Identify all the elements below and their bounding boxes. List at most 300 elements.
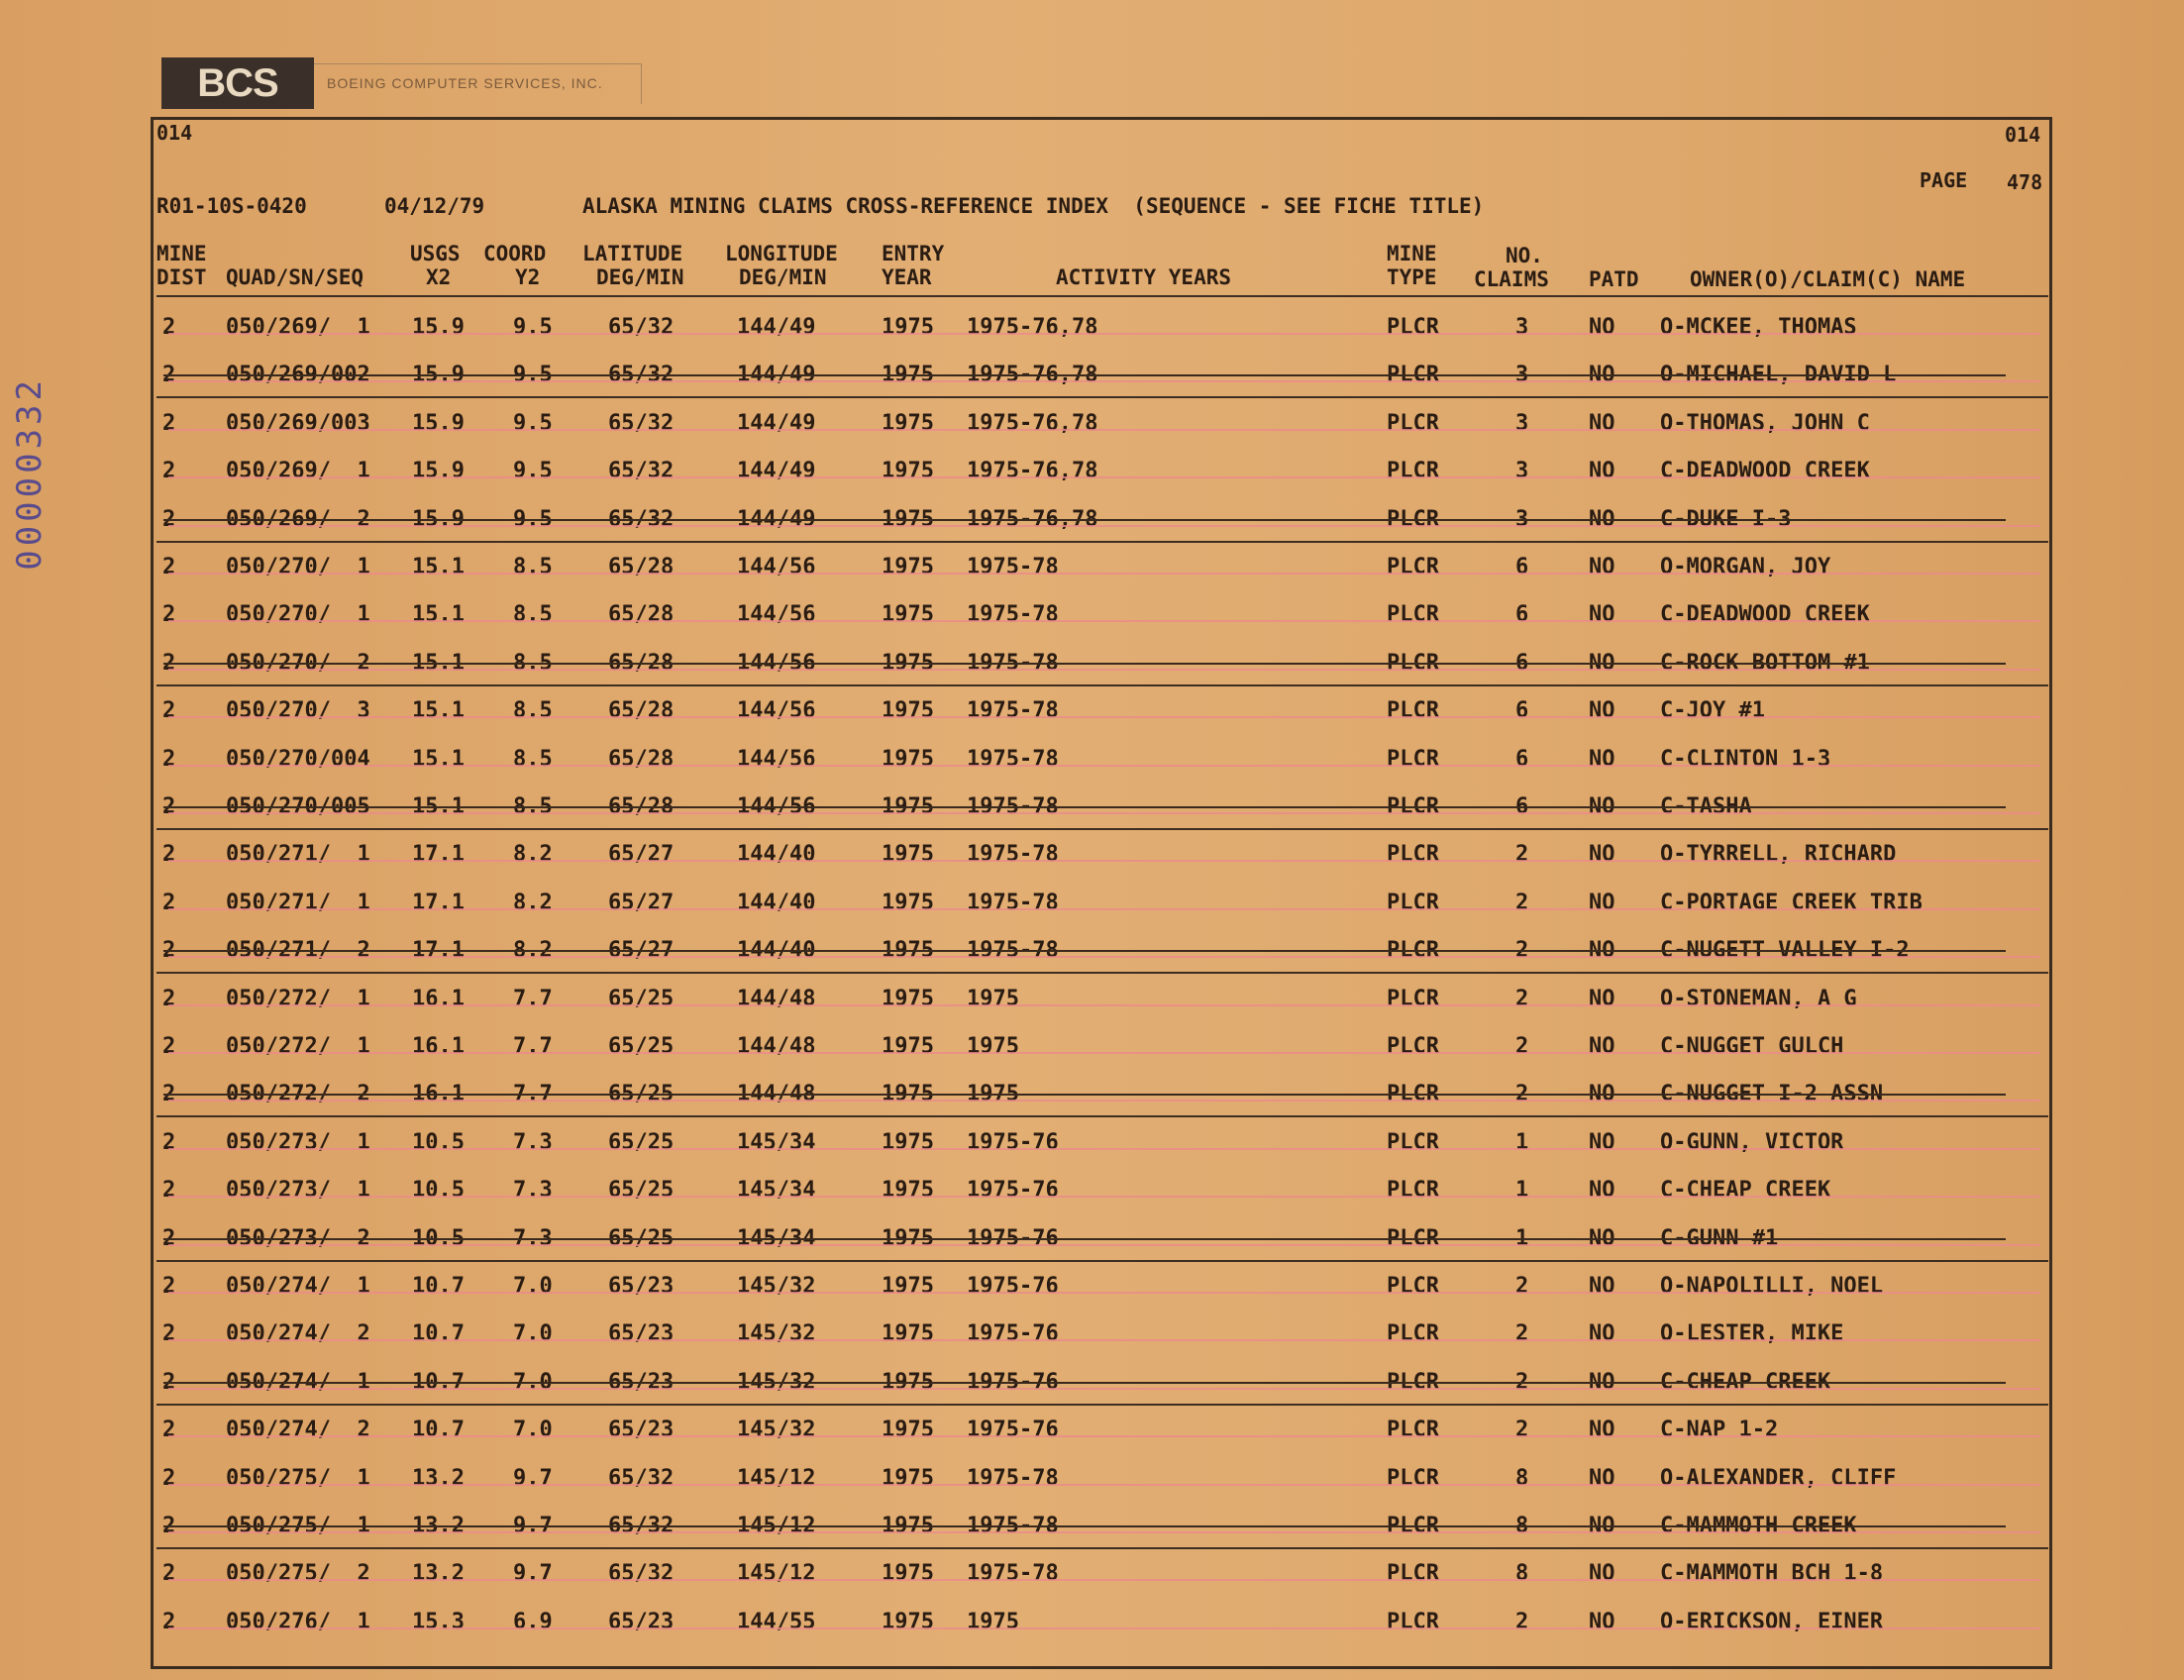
cell-activity-years: 1975-76	[967, 1129, 1059, 1155]
col-coord-2: Y2	[515, 265, 541, 289]
cell-coord-y2: 7.7	[513, 1034, 553, 1059]
cell-mine-type: PLCR	[1387, 315, 1439, 340]
cell-mine-dist: 2	[162, 1034, 176, 1059]
cell-quad: 050/270/004	[226, 746, 370, 772]
table-row	[0, 975, 2184, 1022]
cell-longitude: 145/34	[737, 1178, 816, 1204]
cell-latitude: 65/25	[608, 1034, 675, 1059]
cell-latitude: 65/32	[608, 1465, 675, 1491]
cell-mine-type: PLCR	[1387, 1178, 1439, 1204]
cell-coord-y2: 7.3	[513, 1225, 553, 1251]
cell-claims: 3	[1515, 363, 1529, 388]
cell-claims: 1	[1515, 1225, 1529, 1251]
pink-guide-line	[168, 476, 2040, 478]
cell-entry-year: 1975	[882, 1609, 934, 1634]
cell-patd: NO	[1589, 315, 1615, 340]
cell-claims: 1	[1515, 1178, 1529, 1204]
cell-usgs-x2: 15.3	[412, 1609, 465, 1634]
cell-mine-type: PLCR	[1387, 1609, 1439, 1634]
cell-entry-year: 1975	[882, 650, 934, 676]
cell-patd: NO	[1589, 1418, 1615, 1443]
cell-mine-type: PLCR	[1387, 650, 1439, 676]
col-activity: ACTIVITY YEARS	[1056, 265, 1232, 289]
table-row	[0, 639, 2184, 686]
cell-mine-dist: 2	[162, 986, 176, 1011]
cell-claims: 8	[1515, 1514, 1529, 1538]
col-entry-2: YEAR	[882, 265, 932, 289]
cell-latitude: 65/28	[608, 650, 675, 676]
cell-longitude: 145/32	[737, 1321, 816, 1347]
cell-owner-claim-name: C-DUKE I-3	[1660, 506, 1792, 532]
cell-latitude: 65/25	[608, 1225, 675, 1251]
bcs-logo: BCS	[161, 57, 314, 109]
cell-entry-year: 1975	[882, 1321, 934, 1347]
cell-patd: NO	[1589, 1274, 1615, 1299]
cell-activity-years: 1975-76,78	[967, 315, 1098, 340]
cell-owner-claim-name: O-MORGAN, JOY	[1660, 555, 1831, 579]
cell-mine-dist: 2	[162, 1609, 176, 1634]
cell-quad: 050/274/ 2	[226, 1418, 370, 1443]
cell-owner-claim-name: O-MCKEE, THOMAS	[1660, 315, 1857, 340]
col-usgs-1: USGS	[410, 242, 461, 265]
cell-longitude: 144/56	[737, 794, 816, 819]
cell-mine-type: PLCR	[1387, 1561, 1439, 1587]
cell-coord-y2: 9.5	[513, 506, 553, 532]
report-id: R01-10S-0420	[156, 194, 307, 218]
cell-entry-year: 1975	[882, 938, 934, 964]
cell-quad: 050/269/ 1	[226, 459, 370, 484]
cell-claims: 3	[1515, 410, 1529, 436]
cell-mine-dist: 2	[162, 1178, 176, 1204]
cell-entry-year: 1975	[882, 986, 934, 1011]
cell-usgs-x2: 15.1	[412, 602, 465, 628]
cell-activity-years: 1975-78	[967, 1561, 1059, 1587]
cell-mine-type: PLCR	[1387, 842, 1439, 868]
cell-owner-claim-name: C-DEADWOOD CREEK	[1660, 602, 1870, 628]
cell-claims: 2	[1515, 842, 1529, 868]
cell-mine-type: PLCR	[1387, 1321, 1439, 1347]
cell-patd: NO	[1589, 1034, 1615, 1059]
cell-owner-claim-name: O-GUNN, VICTOR	[1660, 1129, 1844, 1155]
table-row	[0, 590, 2184, 638]
cell-usgs-x2: 15.1	[412, 698, 465, 724]
pink-guide-line	[168, 765, 2040, 767]
cell-latitude: 65/28	[608, 555, 675, 579]
table-row	[0, 735, 2184, 783]
cell-activity-years: 1975-76	[967, 1274, 1059, 1299]
cell-claims: 6	[1515, 602, 1529, 628]
table-row	[0, 783, 2184, 830]
cell-latitude: 65/25	[608, 1082, 675, 1107]
col-claims-2: CLAIMS	[1474, 267, 1549, 291]
cell-mine-dist: 2	[162, 1129, 176, 1155]
cell-activity-years: 1975-78	[967, 698, 1059, 724]
cell-longitude: 144/56	[737, 698, 816, 724]
cell-latitude: 65/28	[608, 746, 675, 772]
cell-mine-dist: 2	[162, 410, 176, 436]
table-row	[0, 1358, 2184, 1406]
col-mine-dist-1: MINE	[156, 242, 207, 265]
cell-quad: 050/272/ 1	[226, 1034, 370, 1059]
cell-quad: 050/272/ 2	[226, 1082, 370, 1107]
cell-mine-type: PLCR	[1387, 746, 1439, 772]
cell-mine-type: PLCR	[1387, 890, 1439, 915]
cell-coord-y2: 7.0	[513, 1418, 553, 1443]
cell-coord-y2: 8.2	[513, 842, 553, 868]
cell-mine-type: PLCR	[1387, 555, 1439, 579]
cell-latitude: 65/23	[608, 1321, 675, 1347]
cell-mine-dist: 2	[162, 602, 176, 628]
cell-usgs-x2: 10.7	[412, 1418, 465, 1443]
pink-guide-line	[168, 1628, 2040, 1629]
cell-claims: 1	[1515, 1129, 1529, 1155]
cell-longitude: 144/40	[737, 890, 816, 915]
pink-guide-line	[168, 812, 2040, 814]
cell-latitude: 65/25	[608, 1129, 675, 1155]
cell-coord-y2: 7.3	[513, 1129, 553, 1155]
cell-coord-y2: 7.0	[513, 1369, 553, 1395]
fiche-number-left: 014	[156, 121, 193, 145]
cell-entry-year: 1975	[882, 315, 934, 340]
cell-usgs-x2: 15.1	[412, 794, 465, 819]
cell-activity-years: 1975-78	[967, 555, 1059, 579]
cell-mine-dist: 2	[162, 1561, 176, 1587]
cell-entry-year: 1975	[882, 1561, 934, 1587]
cell-quad: 050/270/ 1	[226, 555, 370, 579]
cell-owner-claim-name: C-MAMMOTH BCH 1-8	[1660, 1561, 1884, 1587]
pink-guide-line	[168, 669, 2040, 671]
cell-entry-year: 1975	[882, 1514, 934, 1538]
cell-mine-type: PLCR	[1387, 1514, 1439, 1538]
cell-coord-y2: 9.7	[513, 1561, 553, 1587]
cell-patd: NO	[1589, 1321, 1615, 1347]
table-row	[0, 399, 2184, 447]
cell-coord-y2: 9.7	[513, 1514, 553, 1538]
cell-usgs-x2: 13.2	[412, 1561, 465, 1587]
cell-coord-y2: 7.3	[513, 1178, 553, 1204]
cell-latitude: 65/23	[608, 1609, 675, 1634]
cell-activity-years: 1975-76,78	[967, 506, 1098, 532]
cell-entry-year: 1975	[882, 363, 934, 388]
cell-longitude: 145/32	[737, 1369, 816, 1395]
col-claims-1: NO.	[1506, 244, 1543, 267]
cell-longitude: 144/48	[737, 1034, 816, 1059]
cell-patd: NO	[1589, 1561, 1615, 1587]
cell-quad: 050/274/ 2	[226, 1321, 370, 1347]
col-lat-2: DEG/MIN	[596, 265, 684, 289]
cell-latitude: 65/32	[608, 363, 675, 388]
cell-activity-years: 1975-76,78	[967, 363, 1098, 388]
cell-patd: NO	[1589, 698, 1615, 724]
cell-quad: 050/269/002	[226, 363, 370, 388]
table-row	[0, 1022, 2184, 1070]
cell-entry-year: 1975	[882, 602, 934, 628]
cell-mine-dist: 2	[162, 315, 176, 340]
cell-latitude: 65/25	[608, 1178, 675, 1204]
cell-usgs-x2: 10.5	[412, 1225, 465, 1251]
cell-quad: 050/269/ 2	[226, 506, 370, 532]
cell-owner-claim-name: O-MICHAEL, DAVID L	[1660, 363, 1897, 388]
cell-entry-year: 1975	[882, 1178, 934, 1204]
cell-quad: 050/270/005	[226, 794, 370, 819]
cell-mine-dist: 2	[162, 459, 176, 484]
cell-usgs-x2: 17.1	[412, 890, 465, 915]
cell-claims: 2	[1515, 986, 1529, 1011]
cell-latitude: 65/23	[608, 1274, 675, 1299]
cell-quad: 050/275/ 1	[226, 1465, 370, 1491]
cell-usgs-x2: 16.1	[412, 1034, 465, 1059]
cell-owner-claim-name: C-NUGGET GULCH	[1660, 1034, 1844, 1059]
cell-mine-dist: 2	[162, 938, 176, 964]
cell-usgs-x2: 10.5	[412, 1178, 465, 1204]
cell-usgs-x2: 10.7	[412, 1274, 465, 1299]
pink-guide-line	[168, 1579, 2040, 1581]
pink-guide-line	[168, 956, 2040, 958]
cell-usgs-x2: 15.9	[412, 315, 465, 340]
cell-entry-year: 1975	[882, 746, 934, 772]
table-row	[0, 1262, 2184, 1310]
cell-activity-years: 1975-78	[967, 602, 1059, 628]
cell-quad: 050/274/ 1	[226, 1274, 370, 1299]
cell-activity-years: 1975-76	[967, 1225, 1059, 1251]
cell-activity-years: 1975-78	[967, 938, 1059, 964]
cell-mine-dist: 2	[162, 363, 176, 388]
cell-usgs-x2: 17.1	[412, 938, 465, 964]
cell-claims: 8	[1515, 1465, 1529, 1491]
cell-entry-year: 1975	[882, 459, 934, 484]
cell-latitude: 65/32	[608, 1514, 675, 1538]
cell-longitude: 145/34	[737, 1225, 816, 1251]
cell-coord-y2: 7.0	[513, 1274, 553, 1299]
pink-guide-line	[168, 1100, 2040, 1102]
cell-quad: 050/275/ 1	[226, 1514, 370, 1538]
cell-mine-dist: 2	[162, 1225, 176, 1251]
cell-owner-claim-name: C-JOY #1	[1660, 698, 1765, 724]
cell-patd: NO	[1589, 1369, 1615, 1395]
cell-activity-years: 1975-76	[967, 1369, 1059, 1395]
cell-longitude: 144/56	[737, 602, 816, 628]
cell-entry-year: 1975	[882, 555, 934, 579]
cell-latitude: 65/28	[608, 698, 675, 724]
cell-longitude: 144/40	[737, 938, 816, 964]
cell-mine-type: PLCR	[1387, 1129, 1439, 1155]
cell-entry-year: 1975	[882, 794, 934, 819]
pink-guide-line	[168, 1484, 2040, 1486]
pink-guide-line	[168, 525, 2040, 527]
cell-activity-years: 1975-78	[967, 1514, 1059, 1538]
cell-claims: 2	[1515, 1418, 1529, 1443]
cell-activity-years: 1975	[967, 1609, 1019, 1634]
cell-mine-dist: 2	[162, 890, 176, 915]
col-entry-1: ENTRY	[882, 242, 945, 265]
col-owner-claim-name: OWNER(O)/CLAIM(C) NAME	[1690, 267, 1966, 291]
cell-mine-dist: 2	[162, 1418, 176, 1443]
cell-latitude: 65/27	[608, 938, 675, 964]
pink-guide-line	[168, 620, 2040, 622]
report-title: ALASKA MINING CLAIMS CROSS-REFERENCE INDEX (SEQUENCE - SEE FICHE TITLE)	[582, 194, 1485, 218]
cell-entry-year: 1975	[882, 1225, 934, 1251]
cell-owner-claim-name: C-CHEAP CREEK	[1660, 1369, 1831, 1395]
cell-patd: NO	[1589, 890, 1615, 915]
cell-owner-claim-name: C-DEADWOOD CREEK	[1660, 459, 1870, 484]
cell-coord-y2: 8.5	[513, 602, 553, 628]
cell-latitude: 65/28	[608, 794, 675, 819]
cell-activity-years: 1975-78	[967, 650, 1059, 676]
col-lon-1: LONGITUDE	[725, 242, 838, 265]
cell-quad: 050/270/ 2	[226, 650, 370, 676]
cell-activity-years: 1975-76,78	[967, 459, 1098, 484]
cell-coord-y2: 6.9	[513, 1609, 553, 1634]
cell-longitude: 145/32	[737, 1274, 816, 1299]
cell-owner-claim-name: C-TASHA	[1660, 794, 1752, 819]
table-row	[0, 1214, 2184, 1262]
cell-activity-years: 1975	[967, 1082, 1019, 1107]
cell-quad: 050/271/ 1	[226, 842, 370, 868]
cell-patd: NO	[1589, 459, 1615, 484]
cell-mine-dist: 2	[162, 1274, 176, 1299]
cell-patd: NO	[1589, 1082, 1615, 1107]
cell-longitude: 144/40	[737, 842, 816, 868]
cell-longitude: 144/56	[737, 555, 816, 579]
cell-owner-claim-name: O-THOMAS, JOHN C	[1660, 410, 1870, 436]
pink-guide-line	[168, 1339, 2040, 1341]
cell-patd: NO	[1589, 650, 1615, 676]
cell-entry-year: 1975	[882, 1129, 934, 1155]
cell-longitude: 144/55	[737, 1609, 816, 1634]
table-row	[0, 686, 2184, 734]
col-mine-dist-2: DIST	[156, 265, 207, 289]
cell-owner-claim-name: C-MAMMOTH CREEK	[1660, 1514, 1857, 1538]
cell-usgs-x2: 16.1	[412, 1082, 465, 1107]
cell-coord-y2: 8.5	[513, 555, 553, 579]
cell-claims: 2	[1515, 1274, 1529, 1299]
cell-usgs-x2: 10.5	[412, 1129, 465, 1155]
cell-usgs-x2: 15.1	[412, 746, 465, 772]
cell-entry-year: 1975	[882, 1274, 934, 1299]
cell-patd: NO	[1589, 506, 1615, 532]
cell-mine-dist: 2	[162, 1321, 176, 1347]
cell-coord-y2: 8.5	[513, 650, 553, 676]
pink-guide-line	[168, 1292, 2040, 1294]
cell-mine-type: PLCR	[1387, 794, 1439, 819]
cell-owner-claim-name: C-CHEAP CREEK	[1660, 1178, 1831, 1204]
cell-usgs-x2: 13.2	[412, 1465, 465, 1491]
col-quad: QUAD/SN/SEQ	[226, 265, 364, 289]
fiche-number-right: 014	[2005, 123, 2041, 147]
cell-claims: 6	[1515, 746, 1529, 772]
cell-usgs-x2: 10.7	[412, 1369, 465, 1395]
cell-patd: NO	[1589, 938, 1615, 964]
cell-mine-dist: 2	[162, 555, 176, 579]
cell-entry-year: 1975	[882, 1369, 934, 1395]
cell-mine-type: PLCR	[1387, 1225, 1439, 1251]
cell-quad: 050/269/ 1	[226, 315, 370, 340]
col-coord-1: COORD	[483, 242, 547, 265]
cell-coord-y2: 9.5	[513, 459, 553, 484]
cell-longitude: 144/49	[737, 459, 816, 484]
cell-entry-year: 1975	[882, 410, 934, 436]
cell-claims: 3	[1515, 506, 1529, 532]
cell-usgs-x2: 15.9	[412, 459, 465, 484]
cell-latitude: 65/23	[608, 1418, 675, 1443]
cell-latitude: 65/28	[608, 602, 675, 628]
table-row	[0, 1549, 2184, 1597]
cell-owner-claim-name: C-NUGGET I-2 ASSN	[1660, 1082, 1884, 1107]
cell-quad: 050/271/ 2	[226, 938, 370, 964]
cell-longitude: 144/48	[737, 986, 816, 1011]
cell-mine-type: PLCR	[1387, 506, 1439, 532]
cell-coord-y2: 8.2	[513, 890, 553, 915]
cell-coord-y2: 7.7	[513, 986, 553, 1011]
cell-patd: NO	[1589, 842, 1615, 868]
cell-mine-dist: 2	[162, 506, 176, 532]
cell-coord-y2: 8.5	[513, 698, 553, 724]
cell-claims: 6	[1515, 650, 1529, 676]
cell-activity-years: 1975-76	[967, 1418, 1059, 1443]
cell-activity-years: 1975-78	[967, 794, 1059, 819]
cell-owner-claim-name: O-LESTER, MIKE	[1660, 1321, 1844, 1347]
cell-latitude: 65/23	[608, 1369, 675, 1395]
pink-guide-line	[168, 1531, 2040, 1533]
table-row	[0, 830, 2184, 878]
cell-quad: 050/272/ 1	[226, 986, 370, 1011]
cell-mine-type: PLCR	[1387, 1034, 1439, 1059]
table-row	[0, 879, 2184, 926]
cell-claims: 2	[1515, 938, 1529, 964]
cell-claims: 6	[1515, 555, 1529, 579]
cell-coord-y2: 9.5	[513, 363, 553, 388]
cell-mine-type: PLCR	[1387, 363, 1439, 388]
cell-patd: NO	[1589, 1178, 1615, 1204]
cell-usgs-x2: 15.1	[412, 650, 465, 676]
cell-longitude: 144/49	[737, 315, 816, 340]
cell-latitude: 65/27	[608, 890, 675, 915]
cell-entry-year: 1975	[882, 506, 934, 532]
table-row	[0, 447, 2184, 494]
col-usgs-2: X2	[426, 265, 452, 289]
cell-quad: 050/270/ 1	[226, 602, 370, 628]
cell-longitude: 145/32	[737, 1418, 816, 1443]
cell-longitude: 145/12	[737, 1514, 816, 1538]
cell-mine-dist: 2	[162, 1514, 176, 1538]
cell-latitude: 65/32	[608, 459, 675, 484]
cell-coord-y2: 9.5	[513, 410, 553, 436]
cell-mine-type: PLCR	[1387, 698, 1439, 724]
cell-usgs-x2: 10.7	[412, 1321, 465, 1347]
cell-owner-claim-name: C-ROCK BOTTOM #1	[1660, 650, 1870, 676]
pink-guide-line	[168, 716, 2040, 718]
pink-guide-line	[168, 1244, 2040, 1246]
header-rule	[156, 295, 2048, 297]
table-row	[0, 1118, 2184, 1166]
cell-claims: 2	[1515, 1369, 1529, 1395]
cell-usgs-x2: 15.9	[412, 410, 465, 436]
cell-quad: 050/273/ 1	[226, 1129, 370, 1155]
cell-activity-years: 1975	[967, 986, 1019, 1011]
col-mine-type-2: TYPE	[1387, 265, 1437, 289]
cell-latitude: 65/25	[608, 986, 675, 1011]
cell-usgs-x2: 15.9	[412, 506, 465, 532]
cell-mine-dist: 2	[162, 1369, 176, 1395]
table-row	[0, 1310, 2184, 1357]
cell-coord-y2: 8.5	[513, 746, 553, 772]
cell-longitude: 144/56	[737, 650, 816, 676]
cell-mine-type: PLCR	[1387, 1082, 1439, 1107]
cell-patd: NO	[1589, 986, 1615, 1011]
pink-guide-line	[168, 1148, 2040, 1150]
pink-guide-line	[168, 908, 2040, 910]
cell-latitude: 65/27	[608, 842, 675, 868]
